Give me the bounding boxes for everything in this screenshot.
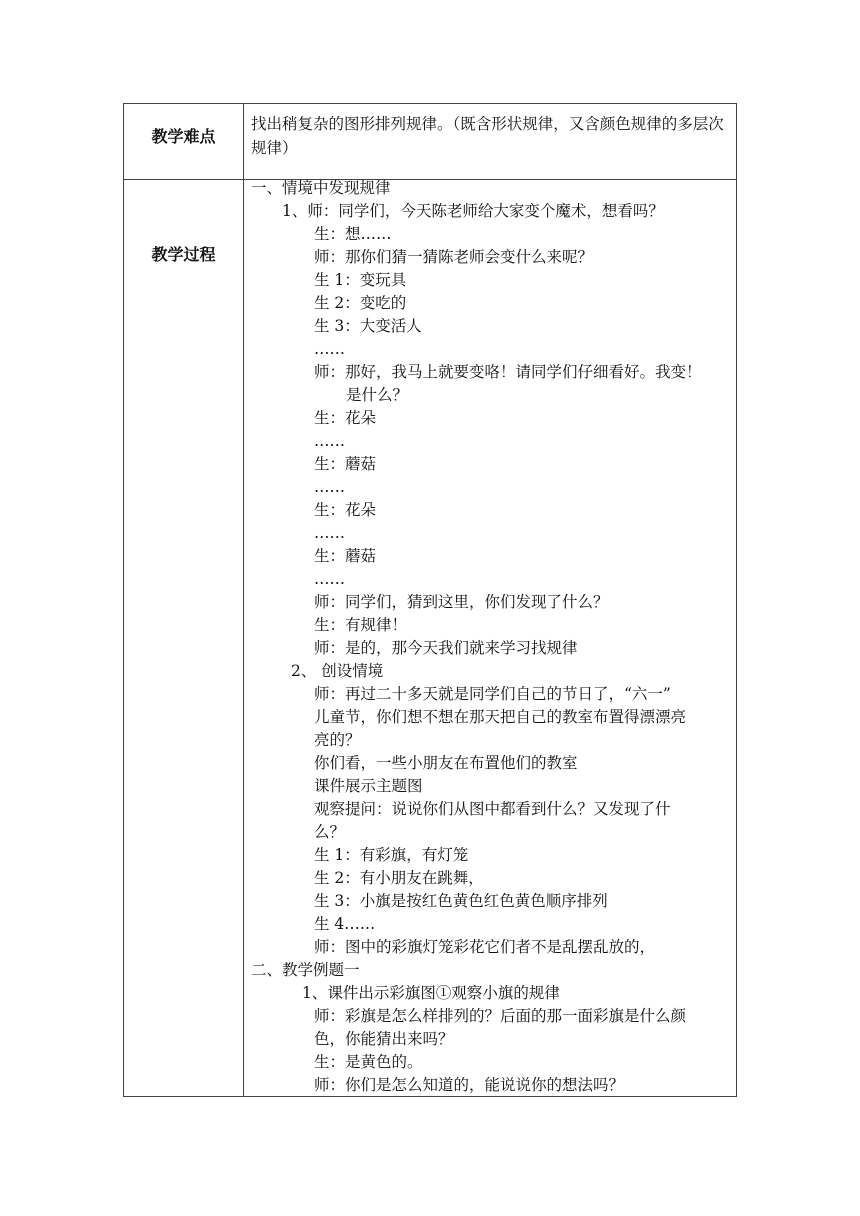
process-line: 1、师：同学们，今天陈老师给大家变个魔术，想看吗？ <box>282 202 664 220</box>
lesson-plan-table <box>123 103 737 1097</box>
process-line: 师：那好，我马上就要变咯！请同学们仔细看好。我变！ <box>314 363 702 381</box>
process-line: 生：蘑菇 <box>314 547 377 565</box>
process-line: 观察提问：说说你们从图中都看到什么？又发现了什 <box>314 800 671 818</box>
process-line: 1、课件出示彩旗图①观察小旗的规律 <box>302 984 560 1002</box>
process-line: 2、 创设情境 <box>291 662 384 680</box>
process-line: 生 2：有小朋友在跳舞， <box>314 869 484 887</box>
process-line: 生：花朵 <box>314 501 377 519</box>
difficulty-content: 找出稍复杂的图形排列规律。（既含形状规律，又含颜色规律的多层次规律） <box>251 115 724 157</box>
process-line: 师：你们是怎么知道的，能说说你的想法吗？ <box>314 1076 625 1094</box>
process-line: 生 3：大变活人 <box>314 317 422 335</box>
row-label-process: 教学过程 <box>151 245 216 264</box>
process-line: 么？ <box>314 823 346 841</box>
process-line: 师：是的，那今天我们就来学习找规律 <box>314 639 578 657</box>
process-line: …… <box>314 432 345 450</box>
process-line: 生 4…… <box>314 915 376 933</box>
process-line: 生：是黄色的。 <box>314 1053 423 1071</box>
process-line: 亮的？ <box>314 731 361 749</box>
process-line: 生 1：有彩旗，有灯笼 <box>314 846 469 864</box>
process-line: 生：有规律！ <box>314 616 408 634</box>
process-line: 生 1：变玩具 <box>314 271 407 289</box>
process-line: 师：彩旗是怎么样排列的？后面的那一面彩旗是什么颜 <box>314 1007 687 1025</box>
process-line: 师：再过二十多天就是同学们自己的节日了，“六一” <box>314 685 671 703</box>
row-label-difficulty: 教学难点 <box>151 127 216 146</box>
process-line: 生：蘑菇 <box>314 455 377 473</box>
process-line: …… <box>314 340 345 358</box>
process-line: 生：花朵 <box>314 409 377 427</box>
process-line: 师：同学们，猜到这里，你们发现了什么？ <box>314 593 609 611</box>
row-divider <box>124 179 736 180</box>
process-line: 生 2：变吃的 <box>314 294 407 312</box>
process-line: 师：图中的彩旗灯笼彩花它们者不是乱摆乱放的， <box>314 938 656 956</box>
process-line: …… <box>314 524 345 542</box>
process-line: …… <box>314 570 345 588</box>
process-line: 一、情境中发现规律 <box>251 179 391 197</box>
process-line: 是什么？ <box>346 386 409 404</box>
process-line: 二、教学例题一 <box>251 961 360 979</box>
process-line: …… <box>314 478 345 496</box>
process-line: 你们看，一些小朋友在布置他们的教室 <box>314 754 578 772</box>
process-line: 师：那你们猜一猜陈老师会变什么来呢？ <box>314 248 594 266</box>
process-line: 生 3：小旗是按红色黄色红色黄色顺序排列 <box>314 892 608 910</box>
process-line: 儿童节，你们想不想在那天把自己的教室布置得漂漂亮 <box>314 708 687 726</box>
column-divider <box>243 104 244 1096</box>
process-line: 生：想…… <box>314 225 392 243</box>
process-line: 课件展示主题图 <box>314 777 423 795</box>
process-line: 色，你能猜出来吗？ <box>314 1030 454 1048</box>
